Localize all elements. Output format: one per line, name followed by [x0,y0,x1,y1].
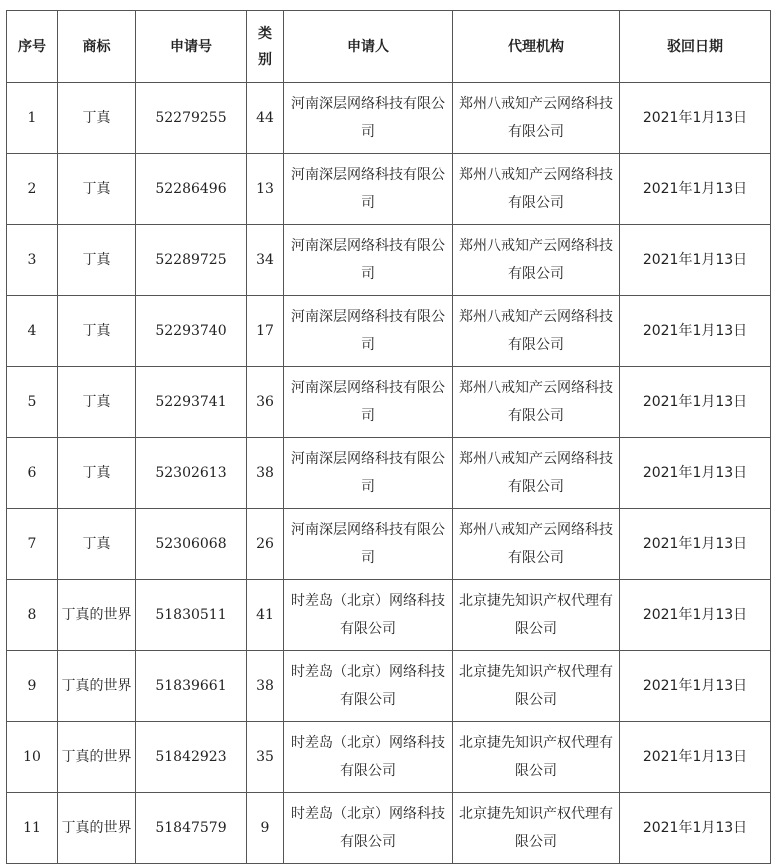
cell-agency: 郑州八戒知产云网络科技有限公司 [453,367,620,438]
cell-rejection-date: 2021年1月13日 [620,154,771,225]
cell-agency: 郑州八戒知产云网络科技有限公司 [453,225,620,296]
table-body [7,83,771,864]
cell-agency: 郑州八戒知产云网络科技有限公司 [453,438,620,509]
cell-application-no: 51842923 [136,722,247,793]
header-index: 序号 [7,11,58,83]
cell-index: 3 [7,225,58,296]
cell-application-no: 51839661 [136,651,247,722]
cell-agency: 北京捷先知识产权代理有限公司 [453,793,620,864]
table-row [7,438,771,509]
table-header-row [7,11,771,83]
cell-application-no: 52306068 [136,509,247,580]
cell-rejection-date: 2021年1月13日 [620,225,771,296]
table-row [7,154,771,225]
cell-applicant: 河南深层网络科技有限公司 [284,154,453,225]
header-class [247,11,284,83]
cell-index: 2 [7,154,58,225]
cell-class: 35 [247,722,284,793]
cell-index: 7 [7,509,58,580]
cell-class: 41 [247,580,284,651]
cell-rejection-date: 2021年1月13日 [620,651,771,722]
cell-applicant: 河南深层网络科技有限公司 [284,438,453,509]
cell-application-no: 52293741 [136,367,247,438]
cell-agency: 北京捷先知识产权代理有限公司 [453,722,620,793]
table-row [7,225,771,296]
cell-trademark: 丁真的世界 [58,722,136,793]
cell-trademark: 丁真的世界 [58,651,136,722]
cell-trademark: 丁真 [58,438,136,509]
cell-agency: 北京捷先知识产权代理有限公司 [453,580,620,651]
cell-class: 38 [247,438,284,509]
cell-class: 38 [247,651,284,722]
cell-agency: 郑州八戒知产云网络科技有限公司 [453,83,620,154]
cell-application-no: 52286496 [136,154,247,225]
header-agency: 代理机构 [453,11,620,83]
cell-index: 8 [7,580,58,651]
cell-applicant: 河南深层网络科技有限公司 [284,83,453,154]
cell-applicant: 时差岛（北京）网络科技有限公司 [284,580,453,651]
cell-trademark: 丁真 [58,154,136,225]
cell-rejection-date: 2021年1月13日 [620,438,771,509]
cell-trademark: 丁真 [58,83,136,154]
cell-application-no: 52293740 [136,296,247,367]
table-row [7,509,771,580]
table-row [7,296,771,367]
cell-class: 36 [247,367,284,438]
cell-applicant: 河南深层网络科技有限公司 [284,509,453,580]
cell-applicant: 时差岛（北京）网络科技有限公司 [284,651,453,722]
cell-index: 6 [7,438,58,509]
header-applicant: 申请人 [284,11,453,83]
header-application-no: 申请号 [136,11,247,83]
cell-applicant: 河南深层网络科技有限公司 [284,296,453,367]
table-row [7,793,771,864]
cell-rejection-date: 2021年1月13日 [620,83,771,154]
cell-trademark: 丁真的世界 [58,580,136,651]
table-row [7,580,771,651]
cell-application-no: 52302613 [136,438,247,509]
cell-rejection-date: 2021年1月13日 [620,580,771,651]
cell-rejection-date: 2021年1月13日 [620,793,771,864]
header-trademark: 商标 [58,11,136,83]
cell-agency: 郑州八戒知产云网络科技有限公司 [453,296,620,367]
cell-trademark: 丁真 [58,367,136,438]
cell-index: 11 [7,793,58,864]
header-class-line1: 类 [258,25,272,42]
cell-index: 10 [7,722,58,793]
cell-rejection-date: 2021年1月13日 [620,509,771,580]
table-row [7,651,771,722]
cell-agency: 郑州八戒知产云网络科技有限公司 [453,154,620,225]
cell-agency: 北京捷先知识产权代理有限公司 [453,651,620,722]
cell-applicant: 河南深层网络科技有限公司 [284,367,453,438]
cell-trademark: 丁真 [58,509,136,580]
cell-rejection-date: 2021年1月13日 [620,367,771,438]
table-row [7,83,771,154]
table-row [7,367,771,438]
trademark-rejection-table [6,10,771,864]
cell-class: 13 [247,154,284,225]
cell-applicant: 河南深层网络科技有限公司 [284,225,453,296]
cell-index: 5 [7,367,58,438]
cell-application-no: 52289725 [136,225,247,296]
cell-class: 9 [247,793,284,864]
cell-index: 9 [7,651,58,722]
cell-rejection-date: 2021年1月13日 [620,296,771,367]
cell-applicant: 时差岛（北京）网络科技有限公司 [284,793,453,864]
cell-class: 17 [247,296,284,367]
cell-index: 1 [7,83,58,154]
cell-agency: 郑州八戒知产云网络科技有限公司 [453,509,620,580]
cell-trademark: 丁真的世界 [58,793,136,864]
cell-rejection-date: 2021年1月13日 [620,722,771,793]
cell-class: 34 [247,225,284,296]
table-row [7,722,771,793]
cell-application-no: 51830511 [136,580,247,651]
cell-applicant: 时差岛（北京）网络科技有限公司 [284,722,453,793]
header-class-line2: 别 [258,51,272,68]
cell-index: 4 [7,296,58,367]
cell-application-no: 52279255 [136,83,247,154]
cell-application-no: 51847579 [136,793,247,864]
cell-trademark: 丁真 [58,296,136,367]
cell-class: 44 [247,83,284,154]
cell-class: 26 [247,509,284,580]
cell-trademark: 丁真 [58,225,136,296]
header-rejection-date: 驳回日期 [620,11,771,83]
